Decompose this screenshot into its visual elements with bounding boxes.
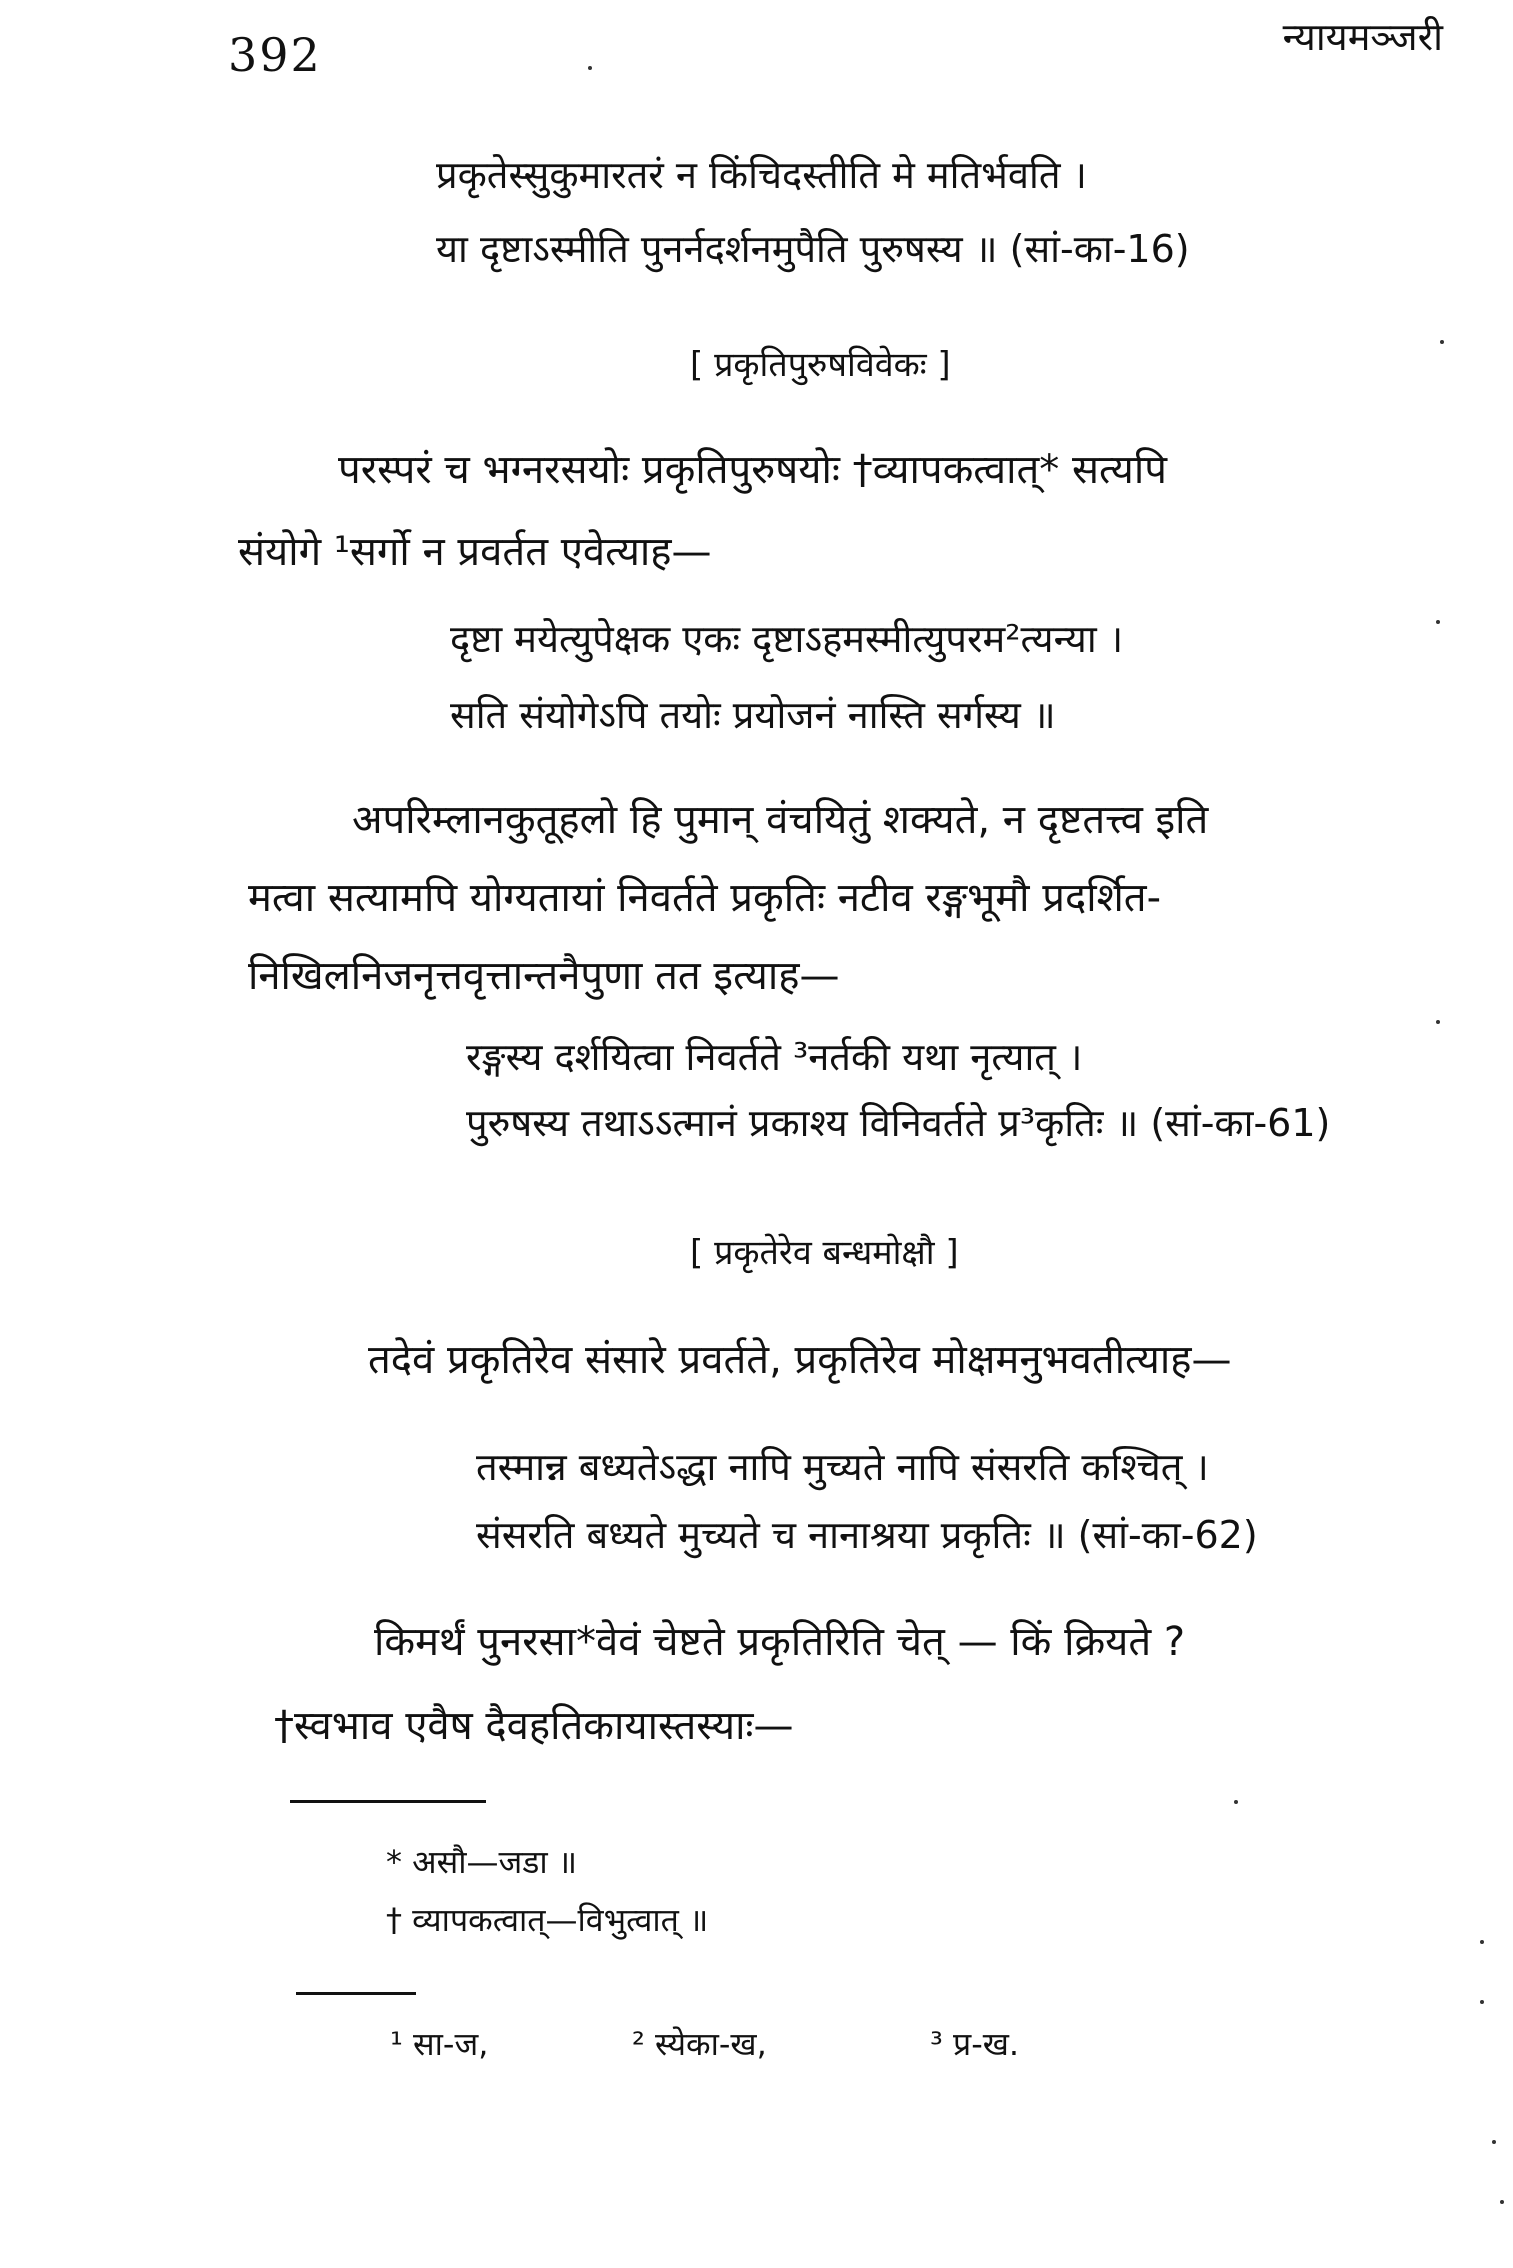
scan-speck: [1436, 1020, 1440, 1024]
scan-speck: [1480, 2000, 1484, 2004]
para3-line1: तदेवं प्रकृतिरेव संसारे प्रवर्तते, प्रकृतिरेव मोक्षमनुभवतीत्याह—: [368, 1337, 1232, 1383]
page-number: 392: [228, 28, 322, 82]
verse4-line2: संसरति बध्यते मुच्यते च नानाश्रया प्रकृतिः ॥ (सां-का-62): [476, 1513, 1258, 1557]
para1-line1: परस्परं च भग्नरसयोः प्रकृतिपुरुषयोः †व्यापकत्वात्* सत्यपि: [338, 447, 1167, 493]
para4-line1: किमर्थं पुनरसा*वेवं चेष्टते प्रकृतिरिति चेत् — किं क्रियते ?: [374, 1619, 1186, 1665]
footnote-rule-2: [296, 1992, 416, 1995]
footnote-star-2: † व्यापकत्वात्—विभुत्वात् ॥: [386, 1901, 709, 1939]
scan-speck: [1436, 620, 1440, 624]
para2-line3: निखिलनिजनृत्तवृत्तान्तनैपुणा तत इत्याह—: [248, 953, 840, 999]
section-heading-2: [ प्रकृतेरेव बन्धमोक्षौ ]: [690, 1233, 959, 1273]
verse1-line2: या दृष्टाऽस्मीति पुनर्नदर्शनमुपैति पुरुषस्य ॥ (सां-का-16): [436, 227, 1190, 271]
scan-speck: [1500, 2200, 1504, 2204]
running-head: न्यायमञ्जरी: [1282, 15, 1443, 59]
verse3-line1: रङ्गस्य दर्शयित्वा निवर्तते ³नर्तकी यथा नृत्यात् ।: [466, 1035, 1083, 1079]
footnote-num-2: ² स्येका-ख,: [632, 2025, 767, 2063]
footnote-star-1: * असौ—जडा ॥: [386, 1843, 578, 1881]
footnote-num-3: ³ प्र-ख.: [930, 2025, 1020, 2063]
para4-line2: †स्वभाव एवैष दैवहतिकायास्तस्याः—: [274, 1703, 794, 1749]
verse1-line1: प्रकृतेस्सुकुमारतरं न किंचिदस्तीति मे मतिर्भवति ।: [436, 153, 1087, 197]
scan-speck: [1234, 1800, 1238, 1804]
para1-line2: संयोगे ¹सर्गो न प्रवर्तत एवेत्याह—: [238, 529, 712, 575]
scan-speck: [1480, 1940, 1484, 1944]
verse4-line1: तस्मान्न बध्यतेऽद्धा नापि मुच्यते नापि संसरति कश्चित् ।: [476, 1445, 1209, 1489]
section-heading-1: [ प्रकृतिपुरुषविवेकः ]: [690, 345, 951, 385]
footnote-rule-1: [290, 1800, 486, 1803]
para2-line1: अपरिम्लानकुतूहलो हि पुमान् वंचयितुं शक्यते, न दृष्टतत्त्व इति: [352, 797, 1209, 843]
verse2-line2: सति संयोगेऽपि तयोः प्रयोजनं नास्ति सर्गस्य ॥: [450, 693, 1056, 737]
footnote-num-1: ¹ सा-ज,: [390, 2025, 489, 2063]
verse2-line1: दृष्टा मयेत्युपेक्षक एकः दृष्टाऽहमस्मीत्युपरम²त्यन्या ।: [450, 617, 1124, 661]
scan-speck: [1440, 340, 1444, 344]
verse3-line2: पुरुषस्य तथाऽऽत्मानं प्रकाश्य विनिवर्तते प्र³कृतिः ॥ (सां-का-61): [466, 1101, 1331, 1145]
scan-speck: [588, 66, 592, 70]
para2-line2: मत्वा सत्यामपि योग्यतायां निवर्तते प्रकृतिः नटीव रङ्गभूमौ प्रदर्शित-: [248, 875, 1161, 921]
scan-speck: [1492, 2140, 1496, 2144]
